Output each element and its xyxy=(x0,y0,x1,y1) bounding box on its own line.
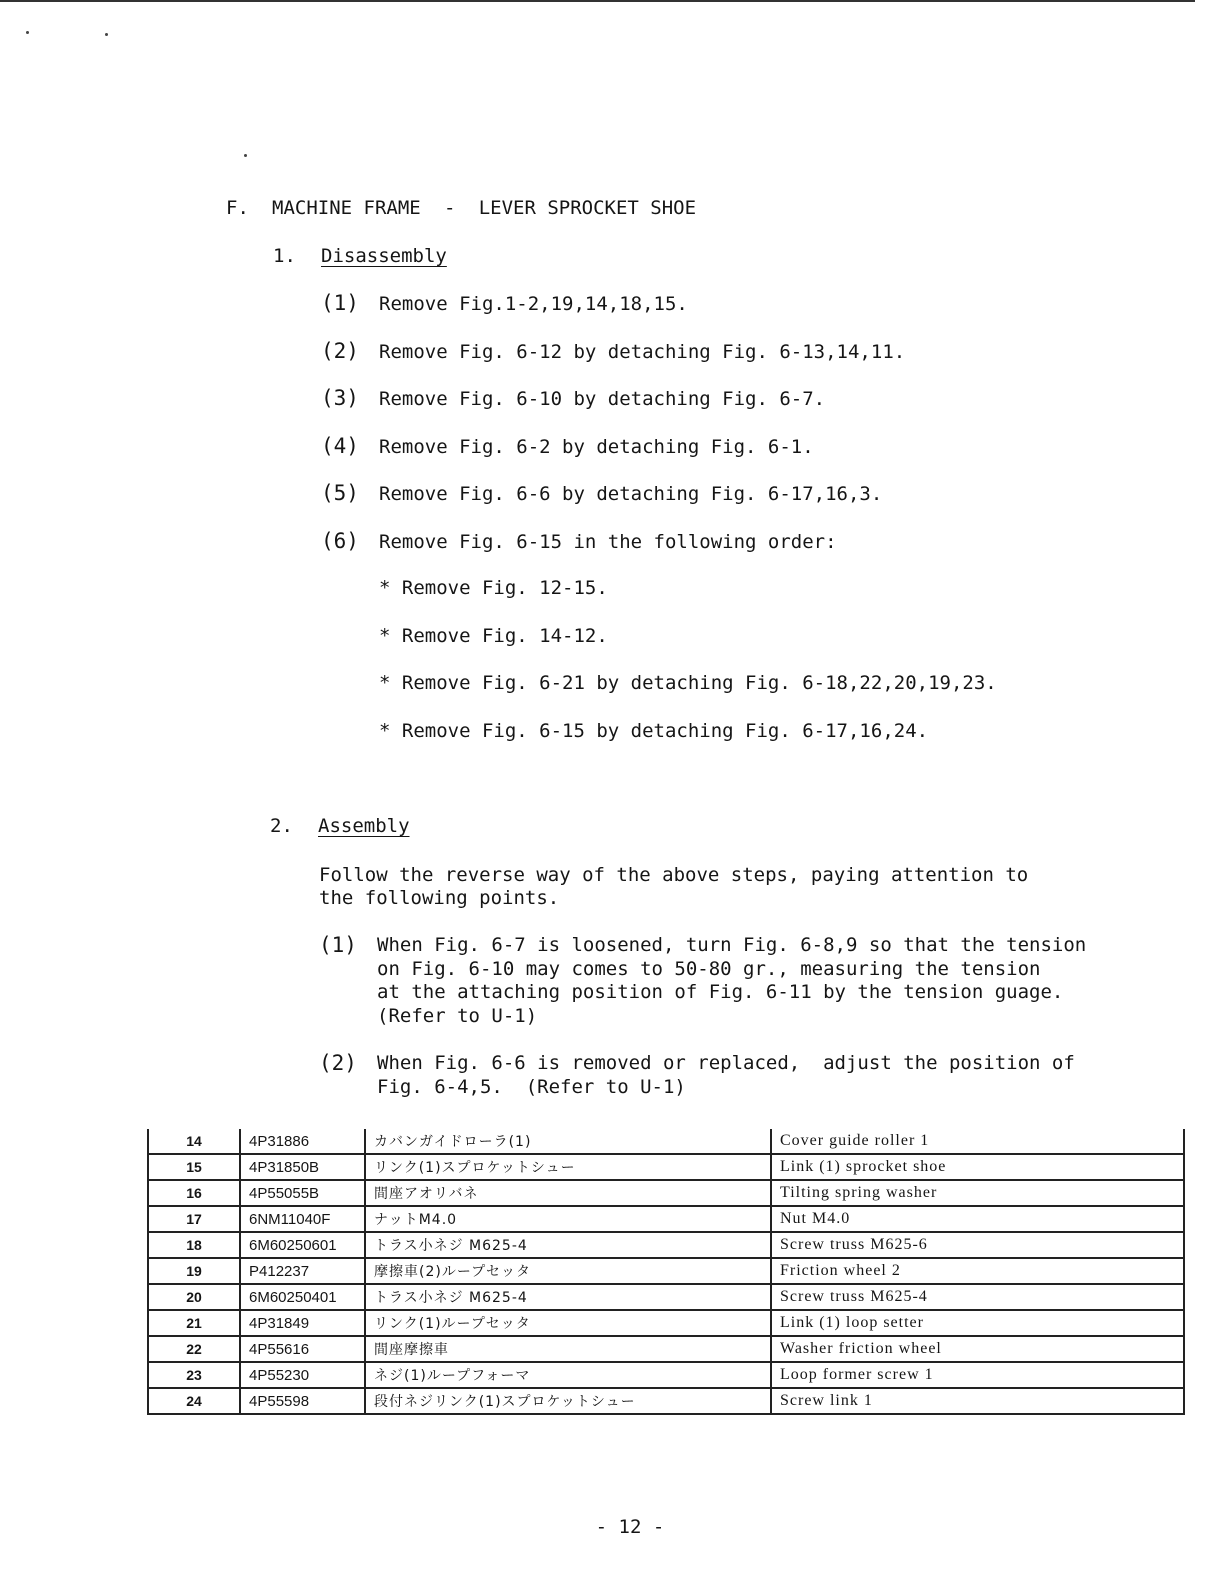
disassembly-step xyxy=(321,339,905,363)
table-row xyxy=(148,1388,1184,1414)
table-row xyxy=(148,1310,1184,1336)
part-number: 4P55598 xyxy=(240,1388,365,1414)
step-number: (6) xyxy=(321,529,359,553)
point-text: When Fig. 6-6 is removed or replaced, adjust the position of Fig. 6-4,5. (Refer to U-1) xyxy=(377,1052,1075,1098)
item-number: 18 xyxy=(148,1232,240,1258)
step-text: Remove Fig. 6-15 in the following order: xyxy=(379,531,837,553)
disassembly-step xyxy=(321,529,837,553)
item-number: 23 xyxy=(148,1362,240,1388)
scan-speck xyxy=(26,31,29,34)
english-name: Screw truss M625-6 xyxy=(771,1232,1184,1258)
english-name: Cover guide roller 1 xyxy=(771,1129,1184,1154)
step-text: Remove Fig. 6-12 by detaching Fig. 6-13,14,11. xyxy=(379,341,906,363)
disassembly-step xyxy=(321,434,814,458)
item-number: 22 xyxy=(148,1336,240,1362)
japanese-name: ナットM4.0 xyxy=(365,1206,771,1232)
assembly-point xyxy=(319,934,1086,1028)
part-number: 4P31886 xyxy=(240,1129,365,1154)
assembly-heading xyxy=(270,815,410,837)
disassembly-step xyxy=(321,291,688,315)
assembly-intro: Follow the reverse way of the above steps, paying attention to the following points. xyxy=(319,864,1029,909)
step-number: (3) xyxy=(321,386,359,410)
table-row xyxy=(148,1336,1184,1362)
disassembly-heading xyxy=(273,245,447,267)
japanese-name: トラス小ネジ M625-4 xyxy=(365,1232,771,1258)
step-number: (1) xyxy=(321,291,359,315)
part-number: 4P31849 xyxy=(240,1310,365,1336)
step-number: (2) xyxy=(321,339,359,363)
section-title-dash: - xyxy=(443,197,456,219)
assembly-label: Assembly xyxy=(318,815,410,837)
part-number: 4P55055B xyxy=(240,1180,365,1206)
table-row xyxy=(148,1154,1184,1180)
step-text: Remove Fig.1-2,19,14,18,15. xyxy=(379,293,688,315)
part-number: 6M60250601 xyxy=(240,1232,365,1258)
scan-speck xyxy=(105,33,108,36)
parts-table xyxy=(147,1129,1185,1415)
point-number: (1) xyxy=(319,933,357,957)
step-text: Remove Fig. 6-6 by detaching Fig. 6-17,16,3. xyxy=(379,483,883,505)
disassembly-step xyxy=(321,386,825,410)
step-text: Remove Fig. 6-2 by detaching Fig. 6-1. xyxy=(379,436,814,458)
step-number: (4) xyxy=(321,434,359,458)
assembly-number: 2. xyxy=(270,815,293,837)
item-number: 19 xyxy=(148,1258,240,1284)
table-row xyxy=(148,1284,1184,1310)
item-number: 17 xyxy=(148,1206,240,1232)
disassembly-step xyxy=(321,481,882,505)
assembly-point xyxy=(319,1052,1075,1099)
point-text: When Fig. 6-7 is loosened, turn Fig. 6-8,9 so that the tension on Fig. 6-10 may comes to 50-80 gr., measuring the tension at the attaching position of Fig. 6-11 by the tension guage. (Refer to U-1) xyxy=(377,934,1087,1027)
page-number: - 12 - xyxy=(595,1516,665,1538)
disassembly-substep: * Remove Fig. 6-15 by detaching Fig. 6-17,16,24. xyxy=(379,720,929,742)
disassembly-substep: * Remove Fig. 12-15. xyxy=(379,577,608,599)
disassembly-substep: * Remove Fig. 14-12. xyxy=(379,625,608,647)
part-number: P412237 xyxy=(240,1258,365,1284)
japanese-name: 摩擦車(2)ループセッタ xyxy=(365,1258,771,1284)
section-title xyxy=(226,197,696,219)
item-number: 16 xyxy=(148,1180,240,1206)
section-letter: F. xyxy=(226,197,249,219)
japanese-name: 段付ネジリンク(1)スプロケットシュー xyxy=(365,1388,771,1414)
english-name: Screw link 1 xyxy=(771,1388,1184,1414)
english-name: Tilting spring washer xyxy=(771,1180,1184,1206)
part-number: 6M60250401 xyxy=(240,1284,365,1310)
japanese-name: リンク(1)ループセッタ xyxy=(365,1310,771,1336)
table-row xyxy=(148,1206,1184,1232)
japanese-name: 間座摩擦車 xyxy=(365,1336,771,1362)
english-name: Nut M4.0 xyxy=(771,1206,1184,1232)
disassembly-substep: * Remove Fig. 6-21 by detaching Fig. 6-18,22,20,19,23. xyxy=(379,672,997,694)
english-name: Loop former screw 1 xyxy=(771,1362,1184,1388)
part-number: 4P55230 xyxy=(240,1362,365,1388)
part-number: 6NM11040F xyxy=(240,1206,365,1232)
item-number: 20 xyxy=(148,1284,240,1310)
part-number: 4P55616 xyxy=(240,1336,365,1362)
item-number: 15 xyxy=(148,1154,240,1180)
table-row xyxy=(148,1129,1184,1154)
disassembly-label: Disassembly xyxy=(321,245,447,267)
table-row xyxy=(148,1180,1184,1206)
english-name: Friction wheel 2 xyxy=(771,1258,1184,1284)
top-border-rule xyxy=(0,0,1195,2)
step-text: Remove Fig. 6-10 by detaching Fig. 6-7. xyxy=(379,388,826,410)
point-number: (2) xyxy=(319,1051,357,1075)
japanese-name: トラス小ネジ M625-4 xyxy=(365,1284,771,1310)
item-number: 21 xyxy=(148,1310,240,1336)
japanese-name: ネジ(1)ループフォーマ xyxy=(365,1362,771,1388)
english-name: Link (1) sprocket shoe xyxy=(771,1154,1184,1180)
english-name: Link (1) loop setter xyxy=(771,1310,1184,1336)
disassembly-number: 1. xyxy=(273,245,296,267)
part-number: 4P31850B xyxy=(240,1154,365,1180)
english-name: Washer friction wheel xyxy=(771,1336,1184,1362)
table-row xyxy=(148,1258,1184,1284)
item-number: 14 xyxy=(148,1129,240,1154)
scan-speck xyxy=(244,154,247,157)
japanese-name: 間座アオリバネ xyxy=(365,1180,771,1206)
item-number: 24 xyxy=(148,1388,240,1414)
section-title-right: LEVER SPROCKET SHOE xyxy=(478,197,697,219)
section-title-left: MACHINE FRAME xyxy=(272,197,421,219)
japanese-name: カバンガイドローラ(1) xyxy=(365,1129,771,1154)
table-row xyxy=(148,1232,1184,1258)
english-name: Screw truss M625-4 xyxy=(771,1284,1184,1310)
japanese-name: リンク(1)スプロケットシュー xyxy=(365,1154,771,1180)
table-row xyxy=(148,1362,1184,1388)
step-number: (5) xyxy=(321,481,359,505)
